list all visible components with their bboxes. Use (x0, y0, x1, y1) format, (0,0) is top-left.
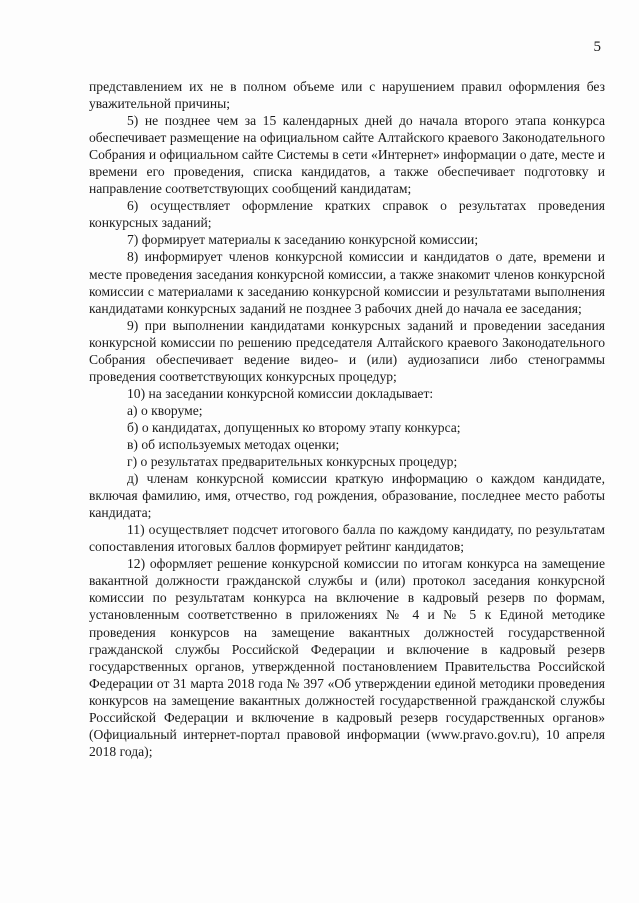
page-number: 5 (593, 39, 601, 55)
paragraph-subitem-a: а) о кворуме; (127, 402, 203, 418)
paragraph-subitem-d: д) членам конкурсной комиссии краткую информацию о каждом кандидате, включая фамилию, имя, отчество, год рождения, образование, последнее место работы кандидата; (89, 471, 605, 521)
paragraph-item-8: 8) информирует членов конкурсной комиссии и кандидатов о дате, времени и месте проведения заседания конкурсной комиссии, а также знакомит членов конкурсной комиссии с материалами к заседанию конкурсной комиссии и результатами выполнения кандидатами конкурсных заданий не позднее 3 рабочих дней до начала ее заседания; (89, 249, 605, 316)
paragraph-subitem-g: г) о результатах предварительных конкурсных процедур; (127, 454, 458, 470)
document-body (89, 78, 605, 760)
paragraph-item-10: 10) на заседании конкурсной комиссии докладывает: (127, 385, 434, 401)
paragraph-item-12: 12) оформляет решение конкурсной комиссии по итогам конкурса на замещение вакантной должности гражданской службы и (или) протокол заседания конкурсной комиссии по результатам конкурса на включение в кадровый резерв по формам, установленным соответственно в приложениях № 4 и № 5 к Единой методике проведения конкурсов на замещение вакантных должностей государственной гражданской службы Российской Федерации и включение в кадровый резерв государственных органов, утвержденной постановлением Правительства Российской Федерации от 31 марта 2018 года № 397 «Об утверждении единой методики проведения конкурсов на замещение вакантных должностей государственной гражданской службы Российской Федерации и включение в кадровый резерв государственных органов» (Официальный интернет-портал правовой информации (www.pravo.gov.ru), 10 апреля 2018 года); (89, 556, 605, 759)
paragraph-item-7: 7) формирует материалы к заседанию конкурсной комиссии; (127, 232, 479, 248)
paragraph-item-6: 6) осуществляет оформление кратких справок о результатах проведения конкурсных заданий; (89, 198, 605, 231)
paragraph-item-5: 5) не позднее чем за 15 календарных дней до начала второго этапа конкурса обеспечивает размещение на официальном сайте Алтайского краевого Законодательного Собрания и официальном сайте Системы в сети «Интернет» информации о дате, месте и времени его проведения, списка кандидатов, а также обеспечивает подготовку и направление соответствующих сообщений кандидатам; (89, 113, 605, 197)
paragraph-continuation: представлением их не в полном объеме или с нарушением правил оформления без уважительной причины; (89, 79, 605, 112)
paragraph-subitem-v: в) об используемых методах оценки; (127, 436, 340, 452)
paragraph-subitem-b: б) о кандидатах, допущенных ко второму этапу конкурса; (127, 419, 461, 435)
paragraph-item-9: 9) при выполнении кандидатами конкурсных заданий и проведении заседания конкурсной комиссии по решению председателя Алтайского краевого Законодательного Собрания обеспечивает ведение видео- и (или) аудиозаписи либо стенограммы проведения соответствующих конкурсных процедур; (89, 317, 605, 384)
paragraph-item-11: 11) осуществляет подсчет итогового балла по каждому кандидату, по результатам сопоставления итоговых баллов формирует рейтинг кандидатов; (89, 522, 605, 555)
